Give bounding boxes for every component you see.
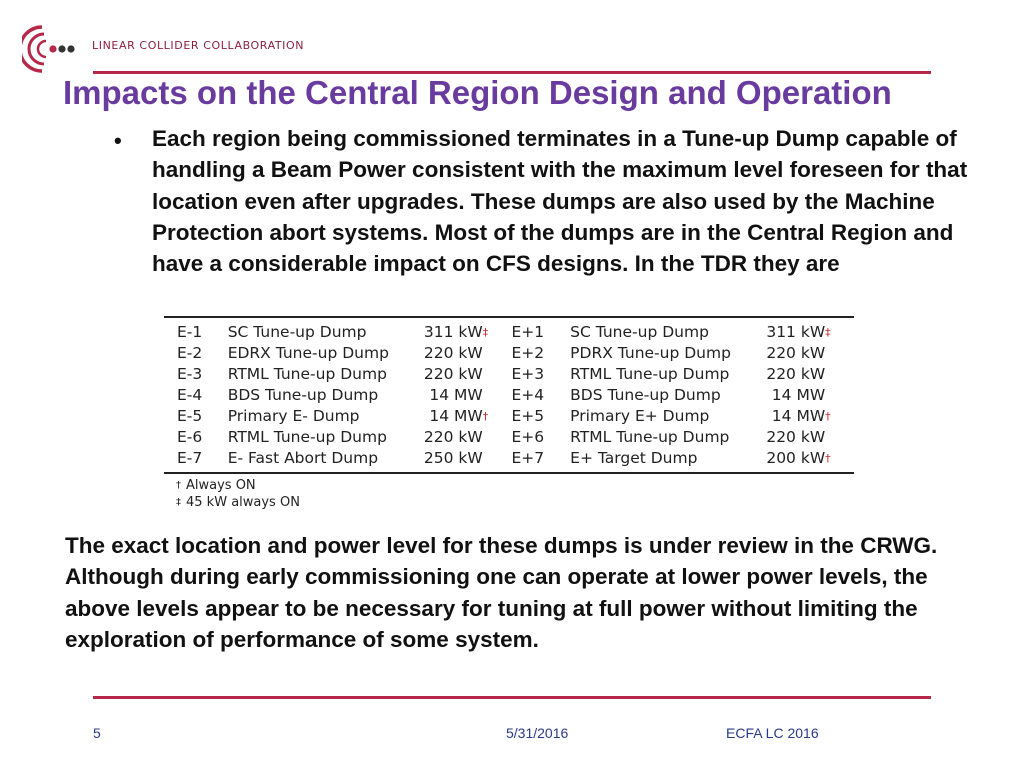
dump-name: RTML Tune-up Dump — [227, 428, 387, 446]
dump-note-mark — [825, 343, 854, 364]
dump-name: SC Tune-up Dump — [227, 323, 367, 341]
dump-id: E-2 — [177, 344, 203, 362]
dump-power: 14 MW — [429, 386, 483, 404]
bullet-marker: • — [114, 128, 122, 153]
dump-power: 220 kW — [423, 428, 483, 446]
org-name: LINEAR COLLIDER COLLABORATION — [92, 39, 305, 52]
table-row — [164, 322, 854, 343]
lc-logo-icon — [22, 24, 82, 74]
footer-divider — [93, 696, 931, 699]
dump-note-mark — [483, 364, 512, 385]
dump-name: RTML Tune-up Dump — [227, 365, 387, 383]
review-paragraph: The exact location and power level for these dumps is under review in the CRWG. Although during early commissioning one can operate at lower power levels, the above levels appear to be necessary for tuning at full power without limiting the exploration of performance of some system. — [65, 533, 938, 652]
dump-note-mark — [825, 364, 854, 385]
dump-note-mark — [483, 448, 512, 469]
bullet-text: Each region being commissioned terminates in a Tune-up Dump capable of handling a Beam Power consistent with the maximum level foreseen for that location even after upgrades. These dumps are also used by the Machine Protection abort systems. Most of the dumps are in the Central Region and have a considerable impact on CFS designs. In the TDR they are — [152, 126, 968, 277]
dump-id: E-5 — [177, 407, 203, 425]
dump-power: 200 kW — [766, 449, 826, 467]
table-row — [164, 385, 854, 406]
dump-id: E-6 — [177, 428, 203, 446]
dump-note-mark: † — [482, 410, 489, 423]
dump-name: PDRX Tune-up Dump — [570, 344, 731, 362]
dump-id: E+4 — [511, 386, 545, 404]
dumps-grid — [164, 322, 854, 469]
dump-id: E-3 — [177, 365, 203, 383]
dump-name: EDRX Tune-up Dump — [227, 344, 389, 362]
dump-id: E+5 — [511, 407, 545, 425]
dump-name: BDS Tune-up Dump — [227, 386, 379, 404]
table-bottom-rule — [164, 472, 854, 474]
note-always-on — [176, 477, 854, 494]
note-symbol: † — [176, 480, 181, 491]
footer-event: ECFA LC 2016 — [726, 725, 819, 741]
dump-id: E+7 — [511, 449, 545, 467]
dump-id: E+6 — [511, 428, 545, 446]
dump-name: SC Tune-up Dump — [570, 323, 709, 341]
table-row — [164, 364, 854, 385]
dump-note-mark: † — [825, 452, 831, 465]
footer-date: 5/31/2016 — [506, 725, 569, 741]
dumps-table — [164, 316, 854, 511]
dump-note-mark: ‡ — [482, 326, 489, 339]
dump-power: 220 kW — [423, 344, 483, 362]
dump-power: 14 MW — [771, 407, 826, 425]
dump-power: 311 kW — [423, 323, 483, 341]
note-text: 45 kW always ON — [186, 495, 300, 510]
dump-power: 220 kW — [766, 365, 826, 383]
dump-power: 14 MW — [429, 407, 483, 425]
dump-note-mark: ‡ — [825, 326, 831, 339]
dump-note-mark — [483, 343, 512, 364]
dump-note-mark — [825, 385, 854, 406]
dump-id: E-7 — [177, 449, 203, 467]
slide-title: Impacts on the Central Region Design and Operation — [63, 74, 892, 111]
dump-name: Primary E- Dump — [227, 407, 360, 425]
dump-note-mark: † — [825, 410, 831, 423]
dump-id: E-1 — [177, 323, 203, 341]
dump-power: 14 MW — [771, 386, 826, 404]
dump-name: E+ Target Dump — [570, 449, 698, 467]
table-top-rule — [164, 316, 854, 318]
dump-name: RTML Tune-up Dump — [570, 428, 730, 446]
table-row — [164, 448, 854, 469]
dump-power: 220 kW — [766, 344, 826, 362]
dump-power: 311 kW — [766, 323, 826, 341]
dump-name: Primary E+ Dump — [570, 407, 710, 425]
dump-power: 220 kW — [423, 365, 483, 383]
slide-number: 5 — [93, 725, 101, 741]
dump-id: E+1 — [511, 323, 545, 341]
dump-note-mark — [483, 427, 512, 448]
dump-name: E- Fast Abort Dump — [227, 449, 379, 467]
note-45kw — [176, 494, 854, 511]
dump-note-mark — [483, 385, 512, 406]
note-symbol: ‡ — [176, 497, 181, 508]
table-notes — [164, 477, 854, 511]
note-text: Always ON — [186, 478, 256, 493]
table-row — [164, 406, 854, 427]
dump-id: E+2 — [511, 344, 545, 362]
table-row — [164, 427, 854, 448]
dump-id: E-4 — [177, 386, 203, 404]
dump-name: BDS Tune-up Dump — [570, 386, 721, 404]
dump-id: E+3 — [511, 365, 545, 383]
dump-power: 250 kW — [423, 449, 483, 467]
dump-power: 220 kW — [766, 428, 826, 446]
dump-note-mark — [825, 427, 854, 448]
table-row — [164, 343, 854, 364]
dump-name: RTML Tune-up Dump — [570, 365, 730, 383]
